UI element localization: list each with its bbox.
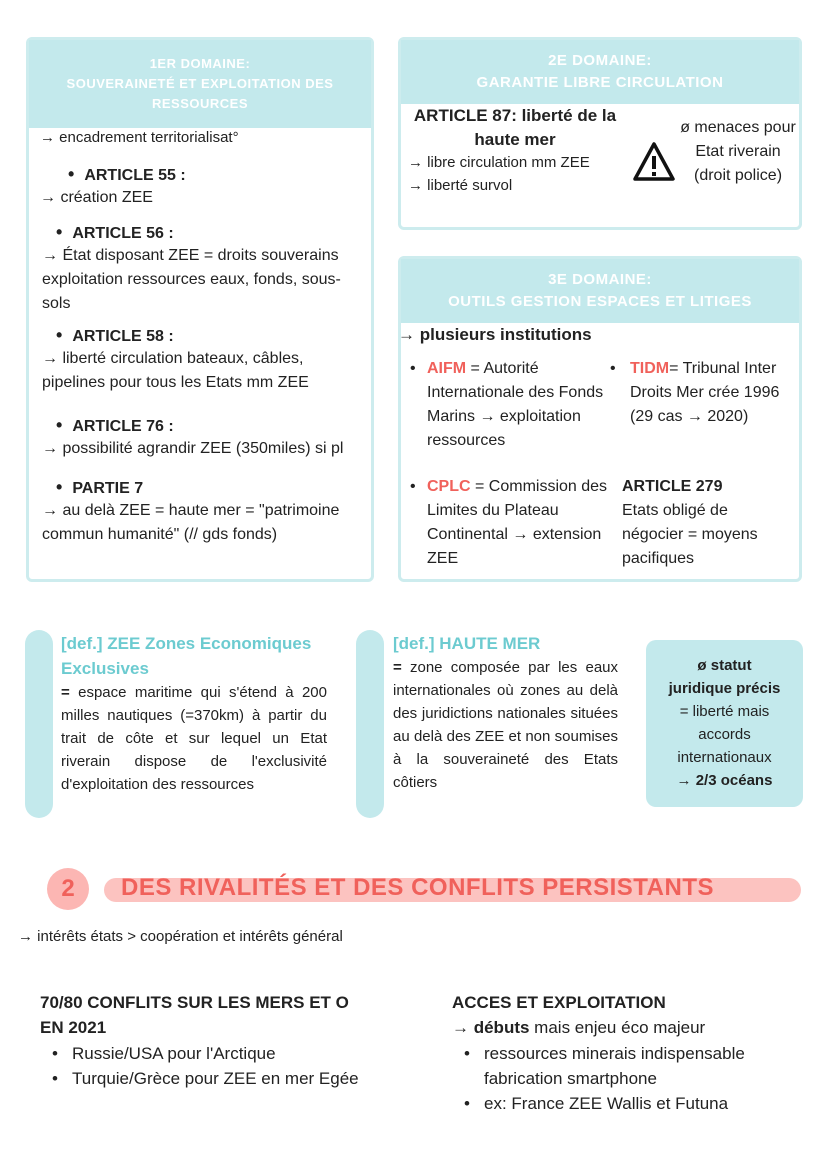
- hautemer-def-text: zone composée par les eaux internationales où zones au delà des juridictions nationales situées au delà des ZEE et non soumises à la souveraineté des Etats côtiers: [393, 659, 618, 791]
- acces-sub-rest: mais enjeu éco majeur: [529, 1018, 706, 1037]
- acces-sub: [452, 1015, 705, 1040]
- domain3-intro: → plusieurs institutions: [398, 325, 592, 344]
- domain2-line2: → liberté survol: [408, 177, 513, 194]
- statut-bottom: → 2/3 océans: [676, 772, 773, 789]
- art279-text: Etats obligé de négocier = moyens pacifiques: [622, 502, 758, 567]
- art76-title: • ARTICLE 76 :: [56, 413, 174, 439]
- domain2-line1: → libre circulation mm ZEE: [408, 154, 590, 171]
- cplc-label: CPLC: [427, 478, 471, 495]
- tidm-label: TIDM: [630, 360, 670, 377]
- conflicts-title: 70/80 CONFLITS SUR LES MERS ET O EN 2021: [40, 993, 349, 1037]
- art55-text: → création ZEE: [40, 189, 153, 206]
- domain2-warning: ø menaces pour Etat riverain (droit police): [680, 119, 796, 184]
- cplc-item: • CPLC = Commission des Limites du Plateau Continental → extension ZEE: [410, 478, 608, 567]
- statut-box: [646, 640, 803, 807]
- section2-number: 2: [47, 868, 89, 910]
- acces-list: [452, 1041, 782, 1116]
- list-item: • ressources minerais indispensable fabrication smartphone: [452, 1041, 782, 1091]
- domain1-header: [29, 40, 371, 128]
- domain1-header-line1: 1ER DOMAINE:: [149, 56, 251, 71]
- domain3-header-line1: 3E DOMAINE:: [548, 271, 652, 288]
- art58-text: → liberté circulation bateaux, câbles, pipelines pour tous les Etats mm ZEE: [42, 350, 309, 391]
- zee-def-title: [def.] ZEE Zones Economiques Exclusives: [61, 634, 312, 678]
- list-item: • ex: France ZEE Wallis et Futuna: [452, 1091, 782, 1116]
- partie7-text: → au delà ZEE = haute mer = "patrimoine commun humanité" (// gds fonds): [42, 502, 340, 543]
- zee-def-text: espace maritime qui s'étend à 200 milles nautiques (=370km) à partir du trait de côte et sur lequel un Etat riverain dispose de l'exclusivité d'exploitation des ressources: [61, 684, 327, 793]
- hautemer-def-bar: [356, 630, 384, 818]
- hautemer-definition: [393, 631, 618, 794]
- warning-icon: [632, 141, 676, 183]
- domain1-intro: → encadrement territorialisat°: [40, 129, 239, 146]
- zee-def-eq: =: [61, 684, 70, 701]
- zee-def-bar: [25, 630, 53, 818]
- list-item: • Turquie/Grèce pour ZEE en mer Egée: [40, 1066, 360, 1091]
- art56-text: → État disposant ZEE = droits souverains exploitation ressources eaux, fonds, sous-sols: [42, 247, 341, 312]
- domain1-header-line3: RESSOURCES: [151, 96, 249, 111]
- domain2-header-line1: 2E DOMAINE:: [548, 52, 652, 69]
- acces-title: ACCES ET EXPLOITATION: [452, 993, 666, 1012]
- zee-definition: [61, 631, 327, 796]
- conflicts-list: [40, 1041, 360, 1091]
- art58-title: • ARTICLE 58 :: [56, 323, 174, 349]
- domain2-header-line2: GARANTIE LIBRE CIRCULATION: [476, 74, 724, 91]
- aifm-item: • AIFM = Autorité Internationale des Fonds Marins → exploitation ressources: [410, 360, 604, 449]
- section2-title: DES RIVALITÉS ET DES CONFLITS PERSISTANTS: [121, 874, 714, 901]
- section2-intro: → intérêts états > coopération et intérêts général: [18, 928, 343, 945]
- art56-title: • ARTICLE 56 :: [56, 220, 174, 246]
- domain1-header-line2: SOUVERAINETÉ ET EXPLOITATION DES: [66, 76, 334, 91]
- hautemer-def-title: [def.] HAUTE MER: [393, 634, 541, 653]
- hautemer-def-eq: =: [393, 659, 402, 676]
- art76-text: → possibilité agrandir ZEE (350miles) si pl: [42, 440, 344, 457]
- acces-sub-bold: → débuts: [452, 1018, 530, 1037]
- tidm-text: = Tribunal Inter Droits Mer crée 1996 (29 cas → 2020): [630, 360, 780, 425]
- statut-title: ø statut juridique précis: [668, 657, 781, 697]
- list-item: • Russie/USA pour l'Arctique: [40, 1041, 360, 1066]
- tidm-item: • TIDM= Tribunal Inter Droits Mer crée 1996 (29 cas → 2020): [610, 360, 780, 425]
- aifm-text: = Autorité Internationale des Fonds Marins → exploitation ressources: [427, 360, 604, 449]
- art87-title: ARTICLE 87: liberté de la haute mer: [413, 106, 617, 149]
- partie7-title: • PARTIE 7: [56, 475, 143, 501]
- art279-title: ARTICLE 279: [622, 478, 723, 495]
- domain2-header: [401, 40, 799, 104]
- cplc-text: = Commission des Limites du Plateau Continental → extension ZEE: [427, 478, 608, 567]
- domain3-header: [401, 259, 799, 323]
- aifm-label: AIFM: [427, 360, 467, 377]
- statut-text: = liberté mais accords internationaux: [677, 703, 772, 766]
- art55-title: • ARTICLE 55 :: [68, 162, 186, 188]
- domain3-header-line2: OUTILS GESTION ESPACES ET LITIGES: [448, 293, 752, 310]
